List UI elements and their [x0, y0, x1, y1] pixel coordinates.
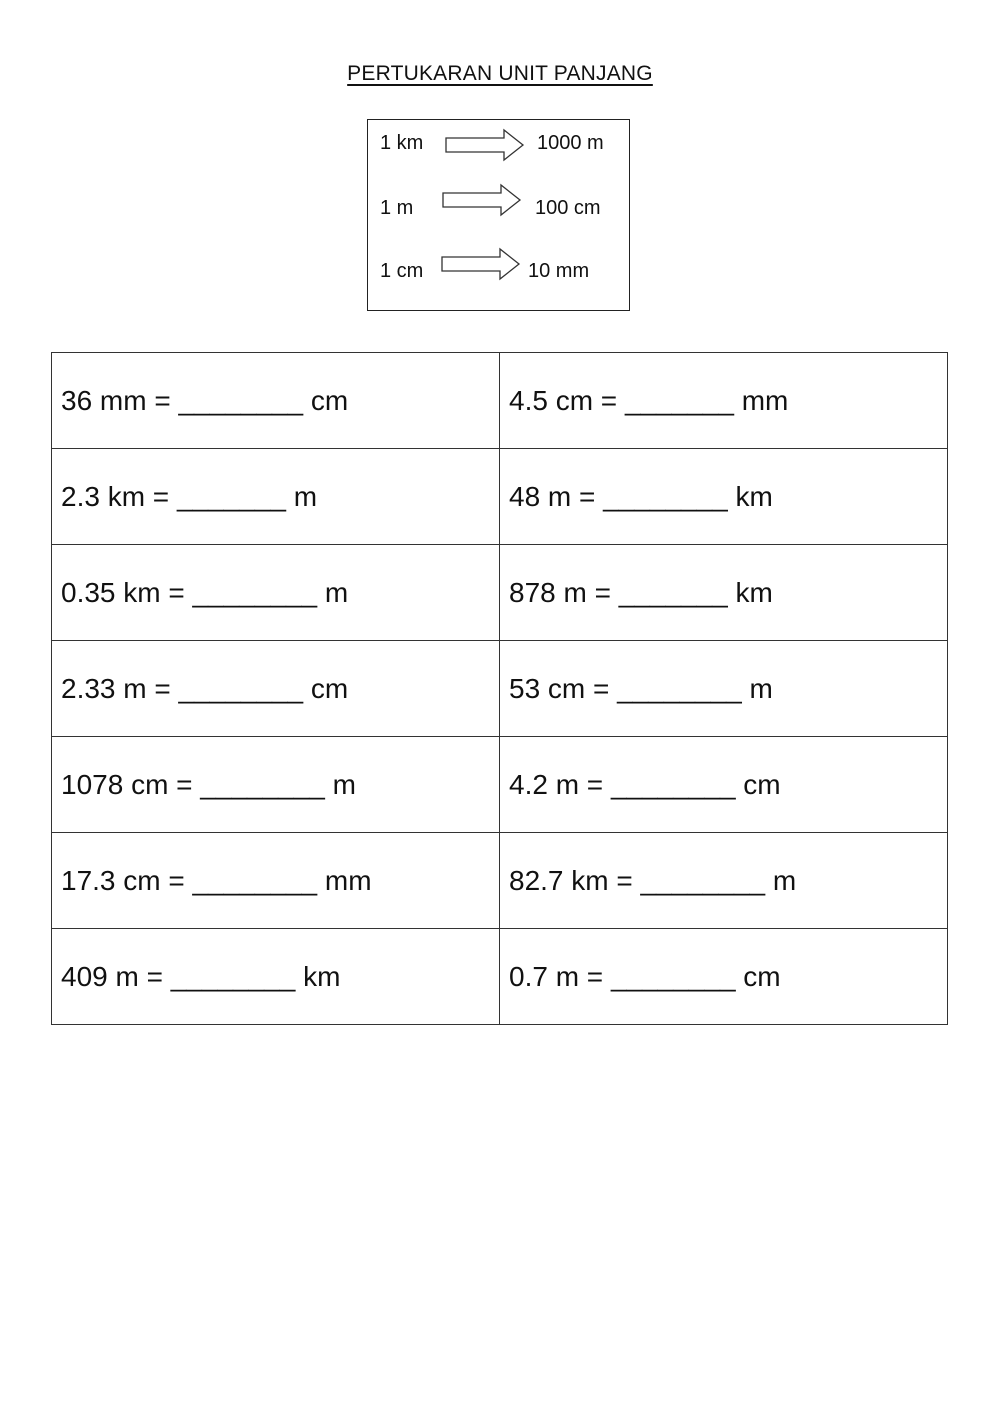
table-row	[52, 545, 948, 641]
table-row	[52, 833, 948, 929]
question-cell: 36 mm = ________ cm	[52, 353, 500, 449]
question-cell: 1078 cm = ________ m	[52, 737, 500, 833]
page-title	[0, 62, 1000, 86]
question-cell: 4.2 m = ________ cm	[500, 737, 948, 833]
table-row	[52, 737, 948, 833]
reference-from: 1 cm	[380, 260, 424, 282]
question-cell: 409 m = ________ km	[52, 929, 500, 1025]
reference-row-cm	[368, 256, 629, 286]
question-cell: 48 m = ________ km	[500, 449, 948, 545]
conversion-reference-box	[367, 119, 630, 311]
question-cell: 2.3 km = _______ m	[52, 449, 500, 545]
right-arrow-icon	[441, 183, 523, 217]
table-row	[52, 353, 948, 449]
page-title-text: PERTUKARAN UNIT PANJANG	[347, 62, 653, 85]
question-cell: 2.33 m = ________ cm	[52, 641, 500, 737]
reference-to: 1000 m	[537, 132, 604, 154]
question-cell: 82.7 km = ________ m	[500, 833, 948, 929]
table-row	[52, 929, 948, 1025]
reference-to: 10 mm	[528, 260, 590, 282]
question-cell: 4.5 cm = _______ mm	[500, 353, 948, 449]
question-cell: 0.35 km = ________ m	[52, 545, 500, 641]
right-arrow-icon	[440, 247, 522, 281]
question-cell: 0.7 m = ________ cm	[500, 929, 948, 1025]
right-arrow-icon	[444, 128, 526, 162]
reference-to: 100 cm	[535, 197, 601, 219]
reference-from: 1 km	[380, 132, 424, 154]
question-cell: 17.3 cm = ________ mm	[52, 833, 500, 929]
reference-row-km	[368, 128, 629, 158]
question-cell: 878 m = _______ km	[500, 545, 948, 641]
reference-row-m	[368, 193, 629, 223]
question-cell: 53 cm = ________ m	[500, 641, 948, 737]
table-row	[52, 449, 948, 545]
table-row	[52, 641, 948, 737]
exercise-table	[51, 352, 948, 1025]
reference-from: 1 m	[380, 197, 414, 219]
